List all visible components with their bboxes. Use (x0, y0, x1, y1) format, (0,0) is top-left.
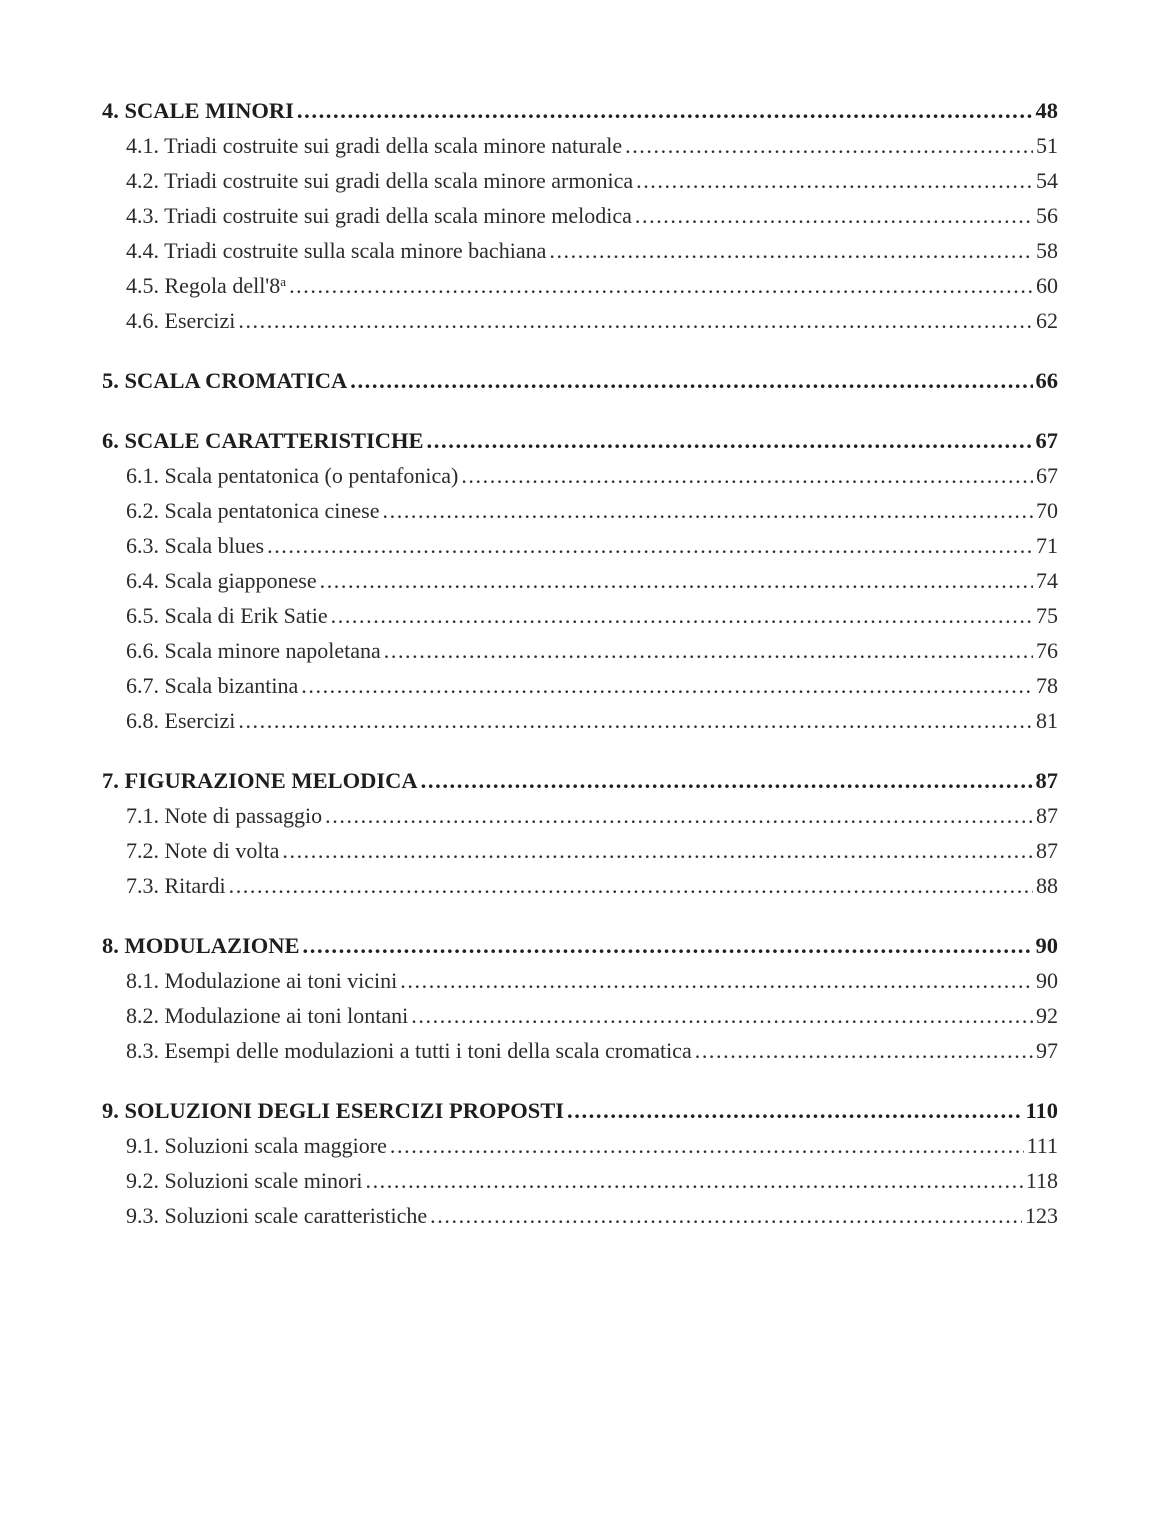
toc-subsection-entry[interactable] (102, 998, 1058, 1033)
page-number: 71 (1036, 533, 1058, 558)
toc-chapter-entry[interactable] (102, 423, 1058, 458)
dot-leader (238, 303, 1033, 338)
subsection-title (126, 268, 286, 303)
toc-subsection-entry[interactable] (102, 963, 1058, 998)
subsection-title-text: 9.3. Soluzioni scale caratteristiche (126, 1203, 428, 1228)
toc-section (102, 1093, 1058, 1233)
subsection-title (126, 633, 381, 668)
subsection-title (126, 798, 322, 833)
dot-leader (365, 1163, 1022, 1198)
dot-leader (320, 563, 1033, 598)
page-number: 62 (1036, 308, 1058, 333)
dot-leader (427, 423, 1033, 458)
subsection-title (126, 668, 298, 703)
chapter-title: 9. SOLUZIONI DEGLI ESERCIZI PROPOSTI (102, 1098, 564, 1123)
subsection-title-text: 4.4. Triadi costruite sulla scala minore bachiana (126, 238, 547, 263)
dot-leader (400, 963, 1033, 998)
subsection-title-text: 7.1. Note di passaggio (126, 803, 323, 828)
page-number: 67 (1036, 463, 1058, 488)
toc-subsection-entry[interactable] (102, 233, 1058, 268)
dot-leader (411, 998, 1033, 1033)
toc-subsection-entry[interactable] (102, 198, 1058, 233)
subsection-title-text: 4.5. Regola dell'8 (126, 273, 281, 298)
page-number: 48 (1035, 98, 1058, 123)
page-number: 70 (1036, 498, 1058, 523)
subsection-title-text: 4.1. Triadi costruite sui gradi della scala minore naturale (126, 133, 623, 158)
toc-chapter-entry[interactable] (102, 1093, 1058, 1128)
page-number: 90 (1035, 933, 1058, 958)
dot-leader (229, 868, 1033, 903)
subsection-title (126, 1128, 387, 1163)
dot-leader (421, 763, 1033, 798)
page-number: 75 (1036, 603, 1058, 628)
toc-subsection-entry[interactable] (102, 833, 1058, 868)
toc-subsection-entry[interactable] (102, 528, 1058, 563)
page-number: 92 (1036, 1003, 1058, 1028)
dot-leader (325, 798, 1033, 833)
toc-subsection-entry[interactable] (102, 563, 1058, 598)
toc-subsection-entry[interactable] (102, 128, 1058, 163)
subsection-title-text: 6.4. Scala giapponese (126, 568, 317, 593)
subsection-title-text: 7.3. Ritardi (126, 873, 226, 898)
chapter-title: 6. SCALE CARATTERISTICHE (102, 428, 424, 453)
dot-leader (297, 93, 1033, 128)
page-number: 111 (1026, 1133, 1058, 1158)
subsection-title (126, 563, 317, 598)
page-number: 88 (1036, 873, 1058, 898)
chapter-title: 5. SCALA CROMATICA (102, 368, 348, 393)
toc-chapter-entry[interactable] (102, 93, 1058, 128)
page-number: 67 (1035, 428, 1058, 453)
toc-subsection-entry[interactable] (102, 668, 1058, 703)
subsection-title (126, 528, 264, 563)
toc-subsection-entry[interactable] (102, 868, 1058, 903)
subsection-title (126, 703, 235, 738)
page-number: 51 (1036, 133, 1058, 158)
dot-leader (289, 268, 1033, 303)
dot-leader (267, 528, 1033, 563)
toc-subsection-entry[interactable] (102, 458, 1058, 493)
subsection-title-text: 6.3. Scala blues (126, 533, 265, 558)
table-of-contents (102, 93, 1058, 1258)
toc-chapter-entry[interactable] (102, 928, 1058, 963)
dot-leader (635, 198, 1033, 233)
toc-section (102, 363, 1058, 398)
subsection-title (126, 233, 546, 268)
page-number: 90 (1036, 968, 1058, 993)
chapter-title: 4. SCALE MINORI (102, 98, 294, 123)
page-number: 97 (1036, 1038, 1058, 1063)
page-number: 110 (1025, 1098, 1058, 1123)
page-number: 87 (1036, 803, 1058, 828)
subsection-title (126, 493, 380, 528)
subsection-title (126, 1033, 692, 1068)
dot-leader (331, 598, 1033, 633)
subsection-title-text: 8.1. Modulazione ai toni vicini (126, 968, 398, 993)
toc-chapter-entry[interactable] (102, 363, 1058, 398)
dot-leader (430, 1198, 1022, 1233)
toc-chapter-entry[interactable] (102, 763, 1058, 798)
page-number: 87 (1035, 768, 1058, 793)
page-number: 54 (1036, 168, 1058, 193)
subsection-title (126, 303, 235, 338)
subsection-title (126, 128, 622, 163)
subsection-title (126, 1198, 427, 1233)
subsection-title (126, 198, 632, 233)
chapter-title: 8. MODULAZIONE (102, 933, 300, 958)
subsection-title-text: 8.3. Esempi delle modulazioni a tutti i toni della scala cromatica (126, 1038, 692, 1063)
subsection-title (126, 998, 408, 1033)
page-number: 74 (1036, 568, 1058, 593)
subsection-title-text: 9.1. Soluzioni scala maggiore (126, 1133, 387, 1158)
dot-leader (384, 633, 1033, 668)
dot-leader (461, 458, 1033, 493)
toc-subsection-entry[interactable] (102, 163, 1058, 198)
toc-subsection-entry[interactable] (102, 1163, 1058, 1198)
toc-section (102, 928, 1058, 1068)
dot-leader (695, 1033, 1033, 1068)
subsection-title-text: 6.7. Scala bizantina (126, 673, 299, 698)
dot-leader (625, 128, 1033, 163)
toc-subsection-entry[interactable] (102, 598, 1058, 633)
dot-leader (567, 1093, 1022, 1128)
page-number: 118 (1025, 1168, 1058, 1193)
subsection-title-text: 8.2. Modulazione ai toni lontani (126, 1003, 409, 1028)
subsection-title-text: 4.3. Triadi costruite sui gradi della scala minore melodica (126, 203, 632, 228)
toc-section (102, 93, 1058, 338)
subsection-title-text: 4.2. Triadi costruite sui gradi della scala minore armonica (126, 168, 634, 193)
page-number: 56 (1036, 203, 1058, 228)
toc-subsection-entry[interactable] (102, 1033, 1058, 1068)
page-number: 58 (1036, 238, 1058, 263)
page-number: 66 (1035, 368, 1058, 393)
page-number: 78 (1036, 673, 1058, 698)
toc-subsection-entry[interactable] (102, 268, 1058, 303)
dot-leader (303, 928, 1033, 963)
page-number: 123 (1025, 1203, 1058, 1228)
ordinal-superscript: a (280, 274, 287, 289)
page-number: 60 (1036, 273, 1058, 298)
dot-leader (636, 163, 1033, 198)
chapter-title: 7. FIGURAZIONE MELODICA (102, 768, 418, 793)
dot-leader (350, 363, 1032, 398)
page-number: 81 (1036, 708, 1058, 733)
dot-leader (549, 233, 1033, 268)
subsection-title (126, 868, 226, 903)
dot-leader (282, 833, 1033, 868)
subsection-title (126, 833, 279, 868)
subsection-title-text: 6.5. Scala di Erik Satie (126, 603, 328, 628)
subsection-title-text: 6.1. Scala pentatonica (o pentafonica) (126, 463, 459, 488)
subsection-title-text: 6.8. Esercizi (126, 708, 236, 733)
toc-subsection-entry[interactable] (102, 303, 1058, 338)
dot-leader (238, 703, 1033, 738)
subsection-title-text: 9.2. Soluzioni scale minori (126, 1168, 363, 1193)
toc-section (102, 423, 1058, 738)
subsection-title (126, 1163, 362, 1198)
toc-subsection-entry[interactable] (102, 1198, 1058, 1233)
toc-subsection-entry[interactable] (102, 633, 1058, 668)
toc-section (102, 763, 1058, 903)
page-number: 87 (1036, 838, 1058, 863)
subsection-title (126, 963, 397, 998)
subsection-title (126, 458, 458, 493)
dot-leader (390, 1128, 1024, 1163)
toc-subsection-entry[interactable] (102, 1128, 1058, 1163)
subsection-title-text: 7.2. Note di volta (126, 838, 280, 863)
page-number: 76 (1036, 638, 1058, 663)
subsection-title-text: 6.2. Scala pentatonica cinese (126, 498, 380, 523)
subsection-title-text: 6.6. Scala minore napoletana (126, 638, 381, 663)
dot-leader (383, 493, 1033, 528)
toc-subsection-entry[interactable] (102, 703, 1058, 738)
dot-leader (301, 668, 1033, 703)
subsection-title (126, 163, 633, 198)
subsection-title-text: 4.6. Esercizi (126, 308, 236, 333)
toc-subsection-entry[interactable] (102, 798, 1058, 833)
toc-subsection-entry[interactable] (102, 493, 1058, 528)
subsection-title (126, 598, 328, 633)
